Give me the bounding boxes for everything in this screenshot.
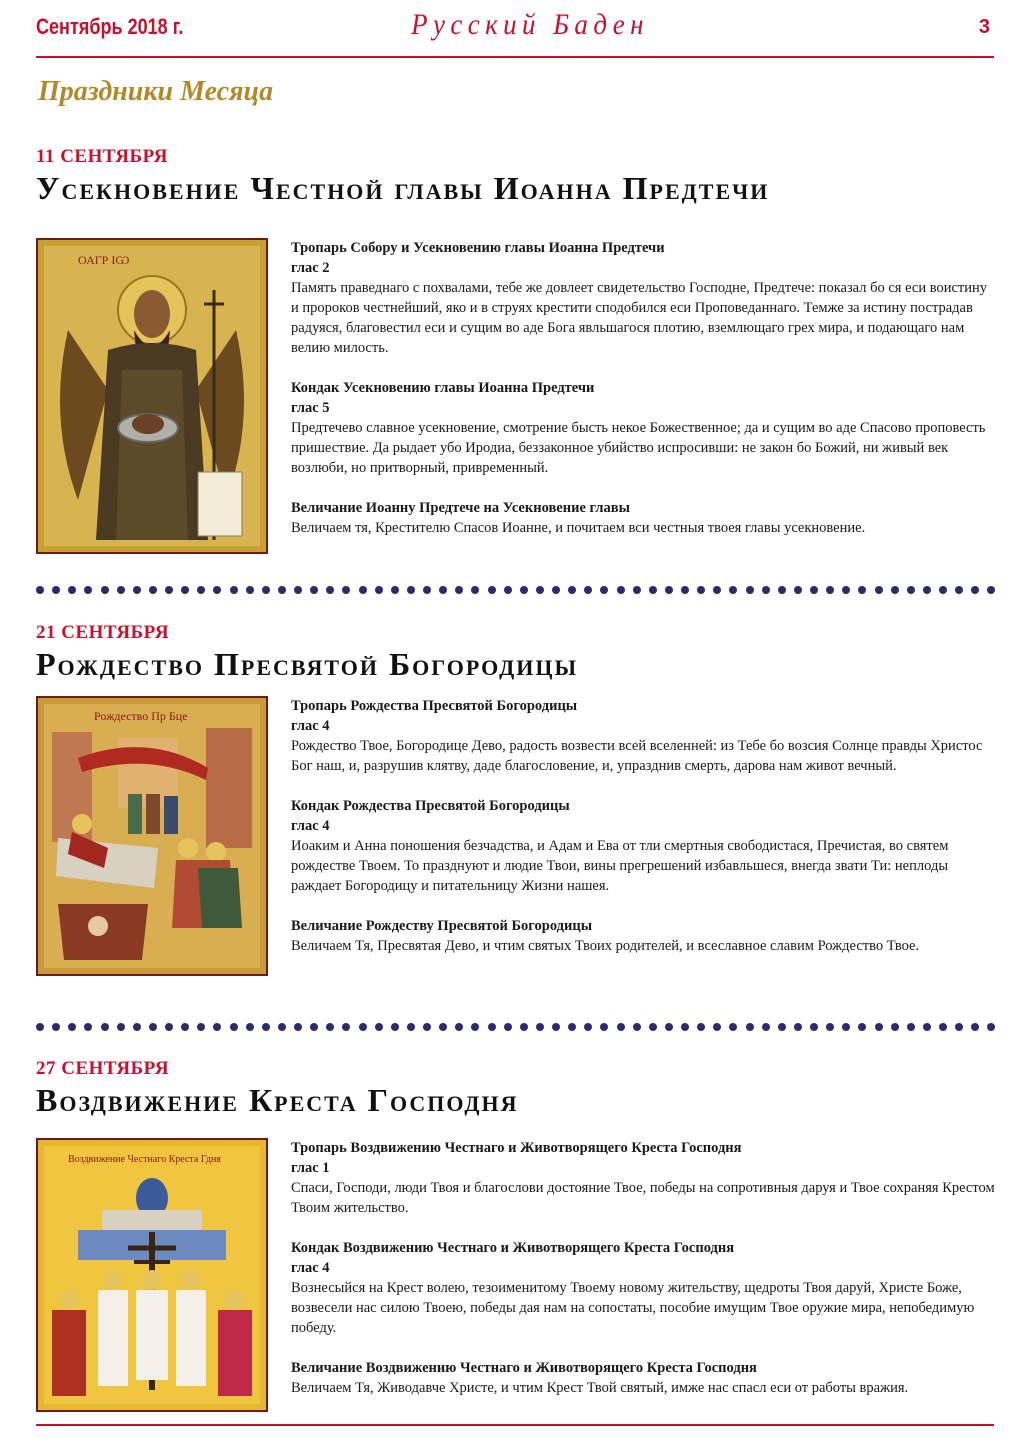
magnification-text: Величаем Тя, Пресвятая Дево, и чтим святых Твоих родителей, и всеславное славим Рождество Твое. (291, 938, 920, 954)
divider-dot (342, 586, 350, 594)
divider-dot (133, 1023, 141, 1031)
divider-dot (665, 1023, 673, 1031)
kontakion-heading: Кондак Рождества Пресвятой Богородицы (291, 798, 570, 814)
divider-dot (117, 1023, 125, 1031)
divider-dot (778, 586, 786, 594)
divider-dot (520, 1023, 528, 1031)
divider-dot (649, 586, 657, 594)
footer-divider (36, 1424, 994, 1426)
divider-dot (713, 1023, 721, 1031)
divider-dot (488, 586, 496, 594)
divider-dot (794, 1023, 802, 1031)
kontakion-heading: Кондак Усекновению главы Иоанна Предтечи (291, 380, 595, 396)
troparion-tone: глас 2 (291, 260, 330, 276)
divider-dot (568, 1023, 576, 1031)
hymns-text (291, 1138, 996, 1418)
divider-dot (552, 586, 560, 594)
page-number: 3 (978, 16, 990, 38)
kontakion-tone: глас 4 (291, 818, 330, 834)
divider-dot (939, 586, 947, 594)
exaltation-cross-icon (36, 1138, 268, 1412)
divider-dot (762, 1023, 770, 1031)
divider-dot (633, 586, 641, 594)
divider-dot (971, 1023, 979, 1031)
divider-dot (84, 1023, 92, 1031)
feast-title: Усекновение Честной главы Иоанна Предтечи (36, 170, 770, 206)
troparion-text: Спаси, Господи, люди Твоя и благослови достояние Твое, победы на сопротивныя даруя и Твое сохраняя Крестом Твоим жительство. (291, 1180, 995, 1216)
divider-dot (665, 586, 673, 594)
divider-dot (939, 1023, 947, 1031)
kontakion-text: Предтечево славное усекновение, смотрение бысть некое Божественное; да и сущим во аде Спасово проповесть пришествие. Да рыдает убо Иродиа, беззаконное убийство испросивши: не закон бо Божий, ни живый век возлюби, но притворный, привременный. (291, 420, 986, 476)
divider-dot (375, 586, 383, 594)
divider-dot (649, 1023, 657, 1031)
divider-dot (746, 1023, 754, 1031)
divider-dot (407, 1023, 415, 1031)
kontakion-tone: глас 5 (291, 400, 330, 416)
divider-dot (729, 586, 737, 594)
divider-dot (68, 1023, 76, 1031)
magnification-text: Величаем тя, Крестителю Спасов Иоанне, и почитаем вси честныя твоея главы усекновение. (291, 520, 866, 536)
troparion-tone: глас 1 (291, 1160, 330, 1176)
divider-dot (584, 586, 592, 594)
divider-dot (310, 586, 318, 594)
publication-title: Русский Баден (411, 8, 649, 41)
divider-dot (617, 1023, 625, 1031)
kontakion-text: Иоаким и Анна поношения безчадства, и Адам и Ева от тли смертныя свободистася, Пречистая, во святем рождестве Твоем. То празднуют и людие Твои, вины прегрешений избавльшеся, внегда звати Ти: неплоды раждает Богородицу и питательницу Жизни нашея. (291, 838, 949, 894)
divider-dot (52, 586, 60, 594)
troparion-heading: Тропарь Собору и Усекновению главы Иоанна Предтечи (291, 240, 665, 256)
divider-dot (52, 1023, 60, 1031)
divider-dot (907, 586, 915, 594)
divider-dot (310, 1023, 318, 1031)
feast-section-2 (36, 622, 996, 982)
divider-dot (278, 1023, 286, 1031)
divider-dot (423, 586, 431, 594)
divider-dot (488, 1023, 496, 1031)
divider-dot (955, 586, 963, 594)
feast-section-3 (36, 1058, 996, 1418)
divider-dot (842, 586, 850, 594)
icon-inscription: Воздвижение Честнаго Креста Гдня (68, 1154, 221, 1165)
divider-dot (455, 1023, 463, 1031)
section-divider (36, 586, 996, 596)
divider-dot (407, 586, 415, 594)
divider-dot (294, 1023, 302, 1031)
divider-dot (471, 1023, 479, 1031)
troparion-tone: глас 4 (291, 718, 330, 734)
divider-dot (342, 1023, 350, 1031)
divider-dot (826, 1023, 834, 1031)
divider-dot (697, 586, 705, 594)
divider-dot (149, 1023, 157, 1031)
divider-dot (230, 1023, 238, 1031)
divider-dot (391, 1023, 399, 1031)
nativity-theotokos-icon (36, 696, 268, 976)
divider-dot (36, 586, 44, 594)
divider-dot (101, 586, 109, 594)
troparion-text: Рождество Твое, Богородице Дево, радость возвести всей вселенней: из Тебе бо возсия Солнце правды Христос Бог наш, и, разрушив клятву, даде благословение, и, упразднив смерть, дарова нам живот вечный. (291, 738, 983, 774)
divider-dot (326, 586, 334, 594)
icon-inscription: ОАГР ІѠ (78, 253, 130, 267)
divider-dot (213, 586, 221, 594)
divider-dot (810, 1023, 818, 1031)
divider-dot (729, 1023, 737, 1031)
page-header (0, 0, 1024, 62)
icon-inscription: Рождество Пр Бце (94, 709, 188, 723)
divider-dot (36, 1023, 44, 1031)
header-divider (36, 56, 994, 58)
divider-dot (133, 586, 141, 594)
kontakion-text: Вознесыйся на Крест волею, тезоименитому Твоему новому жительству, щедроты Твоя даруй, Христе Боже, возвесели нас силою Твоею, победы дая нам на сопостаты, пособие имущим Твое оружие мира, непобедимую победу. (291, 1280, 975, 1336)
divider-dot (891, 586, 899, 594)
divider-dot (471, 586, 479, 594)
feast-date: 27 СЕНТЯБРЯ (36, 1058, 170, 1079)
divider-dot (213, 1023, 221, 1031)
divider-dot (762, 586, 770, 594)
divider-dot (552, 1023, 560, 1031)
magnification-heading: Величание Рождеству Пресвятой Богородицы (291, 918, 593, 934)
divider-dot (697, 1023, 705, 1031)
feast-date: 11 СЕНТЯБРЯ (36, 146, 168, 167)
divider-dot (875, 586, 883, 594)
divider-dot (375, 1023, 383, 1031)
troparion-heading: Тропарь Воздвижению Честнаго и Животворящего Креста Господня (291, 1140, 742, 1156)
hymns-text (291, 238, 996, 558)
divider-dot (794, 586, 802, 594)
divider-dot (439, 586, 447, 594)
divider-dot (165, 586, 173, 594)
divider-dot (810, 586, 818, 594)
divider-dot (971, 586, 979, 594)
divider-dot (278, 586, 286, 594)
divider-dot (858, 586, 866, 594)
divider-dot (891, 1023, 899, 1031)
divider-dot (923, 1023, 931, 1031)
divider-dot (633, 1023, 641, 1031)
divider-dot (617, 586, 625, 594)
feast-title: Рождество Пресвятой Богородицы (36, 646, 579, 682)
issue-date: Сентябрь 2018 г. (36, 14, 184, 39)
divider-dot (600, 586, 608, 594)
divider-dot (149, 586, 157, 594)
divider-dot (907, 1023, 915, 1031)
divider-dot (600, 1023, 608, 1031)
divider-dot (842, 1023, 850, 1031)
magnification-heading: Величание Иоанну Предтече на Усекновение главы (291, 500, 630, 516)
divider-dot (923, 586, 931, 594)
troparion-heading: Тропарь Рождества Пресвятой Богородицы (291, 698, 578, 714)
divider-dot (681, 1023, 689, 1031)
divider-dot (197, 1023, 205, 1031)
magnification-text: Величаем Тя, Живодавче Христе, и чтим Крест Твой святый, имже нас спасл еси от работы вражия. (291, 1380, 909, 1396)
divider-dot (455, 586, 463, 594)
divider-dot (778, 1023, 786, 1031)
divider-dot (875, 1023, 883, 1031)
divider-dot (987, 1023, 995, 1031)
divider-dot (101, 1023, 109, 1031)
magnification-heading: Величание Воздвижению Честнаго и Животворящего Креста Господня (291, 1360, 757, 1376)
divider-dot (326, 1023, 334, 1031)
divider-dot (262, 586, 270, 594)
divider-dot (955, 1023, 963, 1031)
hymns-text (291, 696, 996, 976)
divider-dot (858, 1023, 866, 1031)
divider-dot (504, 586, 512, 594)
kontakion-tone: глас 4 (291, 1260, 330, 1276)
divider-dot (746, 586, 754, 594)
divider-dot (181, 1023, 189, 1031)
divider-dot (713, 586, 721, 594)
divider-dot (294, 586, 302, 594)
divider-dot (230, 586, 238, 594)
divider-dot (826, 586, 834, 594)
divider-dot (165, 1023, 173, 1031)
divider-dot (439, 1023, 447, 1031)
kontakion-heading: Кондак Воздвижению Честнаго и Животворящего Креста Господня (291, 1240, 735, 1256)
divider-dot (262, 1023, 270, 1031)
divider-dot (246, 1023, 254, 1031)
divider-dot (359, 1023, 367, 1031)
divider-dot (391, 586, 399, 594)
troparion-text: Память праведнаго с похвалами, тебе же довлеет свидетельство Господне, Предтече: показал бо ся еси воистину и пророков честнейший, яко и в струях крестити сподобился еси Проповеданнаго. Темже за истину пострадав радуяся, благовестил еси и сущим во аде Бога явльшагося плотию, вземлющаго грех мира, и подающаго нам велию милость. (291, 280, 988, 356)
divider-dot (423, 1023, 431, 1031)
section-divider (36, 1023, 996, 1033)
john-baptist-icon (36, 238, 268, 554)
divider-dot (536, 586, 544, 594)
divider-dot (68, 586, 76, 594)
divider-dot (520, 586, 528, 594)
feast-date: 21 СЕНТЯБРЯ (36, 622, 170, 643)
section-rubric: Праздники Месяца (38, 76, 274, 107)
divider-dot (181, 586, 189, 594)
divider-dot (504, 1023, 512, 1031)
divider-dot (246, 586, 254, 594)
divider-dot (681, 586, 689, 594)
feast-title: Воздвижение Креста Господня (36, 1082, 519, 1118)
feast-section-1 (36, 146, 996, 556)
divider-dot (84, 586, 92, 594)
divider-dot (197, 586, 205, 594)
divider-dot (568, 586, 576, 594)
divider-dot (584, 1023, 592, 1031)
divider-dot (359, 586, 367, 594)
divider-dot (987, 586, 995, 594)
divider-dot (536, 1023, 544, 1031)
divider-dot (117, 586, 125, 594)
